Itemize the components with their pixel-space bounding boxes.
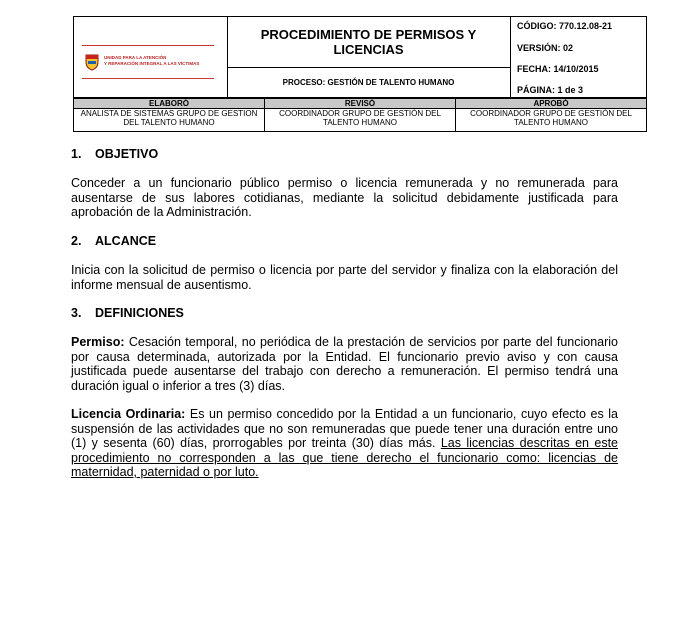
reviso-header: REVISÓ [265,99,456,108]
organization-logo [82,45,214,83]
title-cell [227,17,511,97]
section-heading-alcance: 2. ALCANCE [71,234,157,248]
metadata-cell [511,17,646,97]
aprobo-value: COORDINADOR GRUPO DE GESTIÓN DEL TALENTO HUMANO [470,109,632,127]
approval-values-row [74,109,646,131]
elaboro-value: ANALISTA DE SISTEMAS GRUPO DE GESTION DEL TALENTO HUMANO [74,109,265,131]
objetivo-paragraph: Conceder a un funcionario público permiso o licencia remunerada y no remunerada para ausentarse de sus labores cotidianas, mediante la solicitud debidamente justificada para aprobación de la Administración. [71,176,618,219]
process-name: PROCESO: GESTIÓN DE TALENTO HUMANO [282,78,455,87]
logo-cell [74,17,228,97]
licencia-definition: Licencia Ordinaria: Es un permiso concedido por la Entidad a un funcionario, cuyo efecto es la suspensión de las actividades que no son remuneradas que puede tener una duración entre uno (1) y sesenta (60) días, prorrogables por treinta (30) días más. Las licencias descritas en este procedimiento no corresponden a las que tiene derecho el funcionario como: licencias de maternidad, paternidad o por luto. [71,407,618,479]
permiso-term: Permiso: [71,335,125,349]
licencia-term: Licencia Ordinaria: [71,407,186,421]
document-date: FECHA: 14/10/2015 [517,64,599,74]
document-version: VERSIÓN: 02 [517,43,574,53]
licencia-note: Las licencias descritas en este procedimiento no corresponden a las que tiene derecho el funcionario como: licencias de maternidad, paternidad o por luto. [71,436,618,479]
section-heading-objetivo: 1. OBJETIVO [71,147,159,161]
document-code: CÓDIGO: 770.12.08-21 [517,21,613,31]
approval-table [73,98,647,132]
alcance-paragraph: Inicia con la solicitud de permiso o licencia por parte del servidor y finaliza con la elaboración del informe mensual de ausentismo. [71,263,618,292]
elaboro-header: ELABORÓ [74,99,265,108]
coat-of-arms-icon [84,53,100,71]
document-title: PROCEDIMIENTO DE PERMISOS Y LICENCIAS [227,17,510,68]
page-number: PÁGINA: 1 de 3 [517,85,584,95]
permiso-definition: Permiso: Cesación temporal, no periódica de la prestación de servicios por parte del funcionario por causa determinada, autorizada por la Entidad. El funcionario previo aviso y con causa justificada puede ausentarse del trabajo con derecho a remuneración. El permiso tendrá una duración igual o inferior a tres (3) días. [71,335,618,393]
section-heading-definiciones: 3. DEFINICIONES [71,306,184,320]
document-header [73,16,647,98]
aprobo-header: APROBÓ [533,99,569,108]
organization-name: UNIDAD PARA LA ATENCIÓN Y REPARACIÓN INTEGRAL A LAS VÍCTIMAS [104,55,200,66]
approval-header-row [74,99,646,109]
reviso-value: COORDINADOR GRUPO DE GESTIÓN DEL TALENTO HUMANO [265,109,456,131]
